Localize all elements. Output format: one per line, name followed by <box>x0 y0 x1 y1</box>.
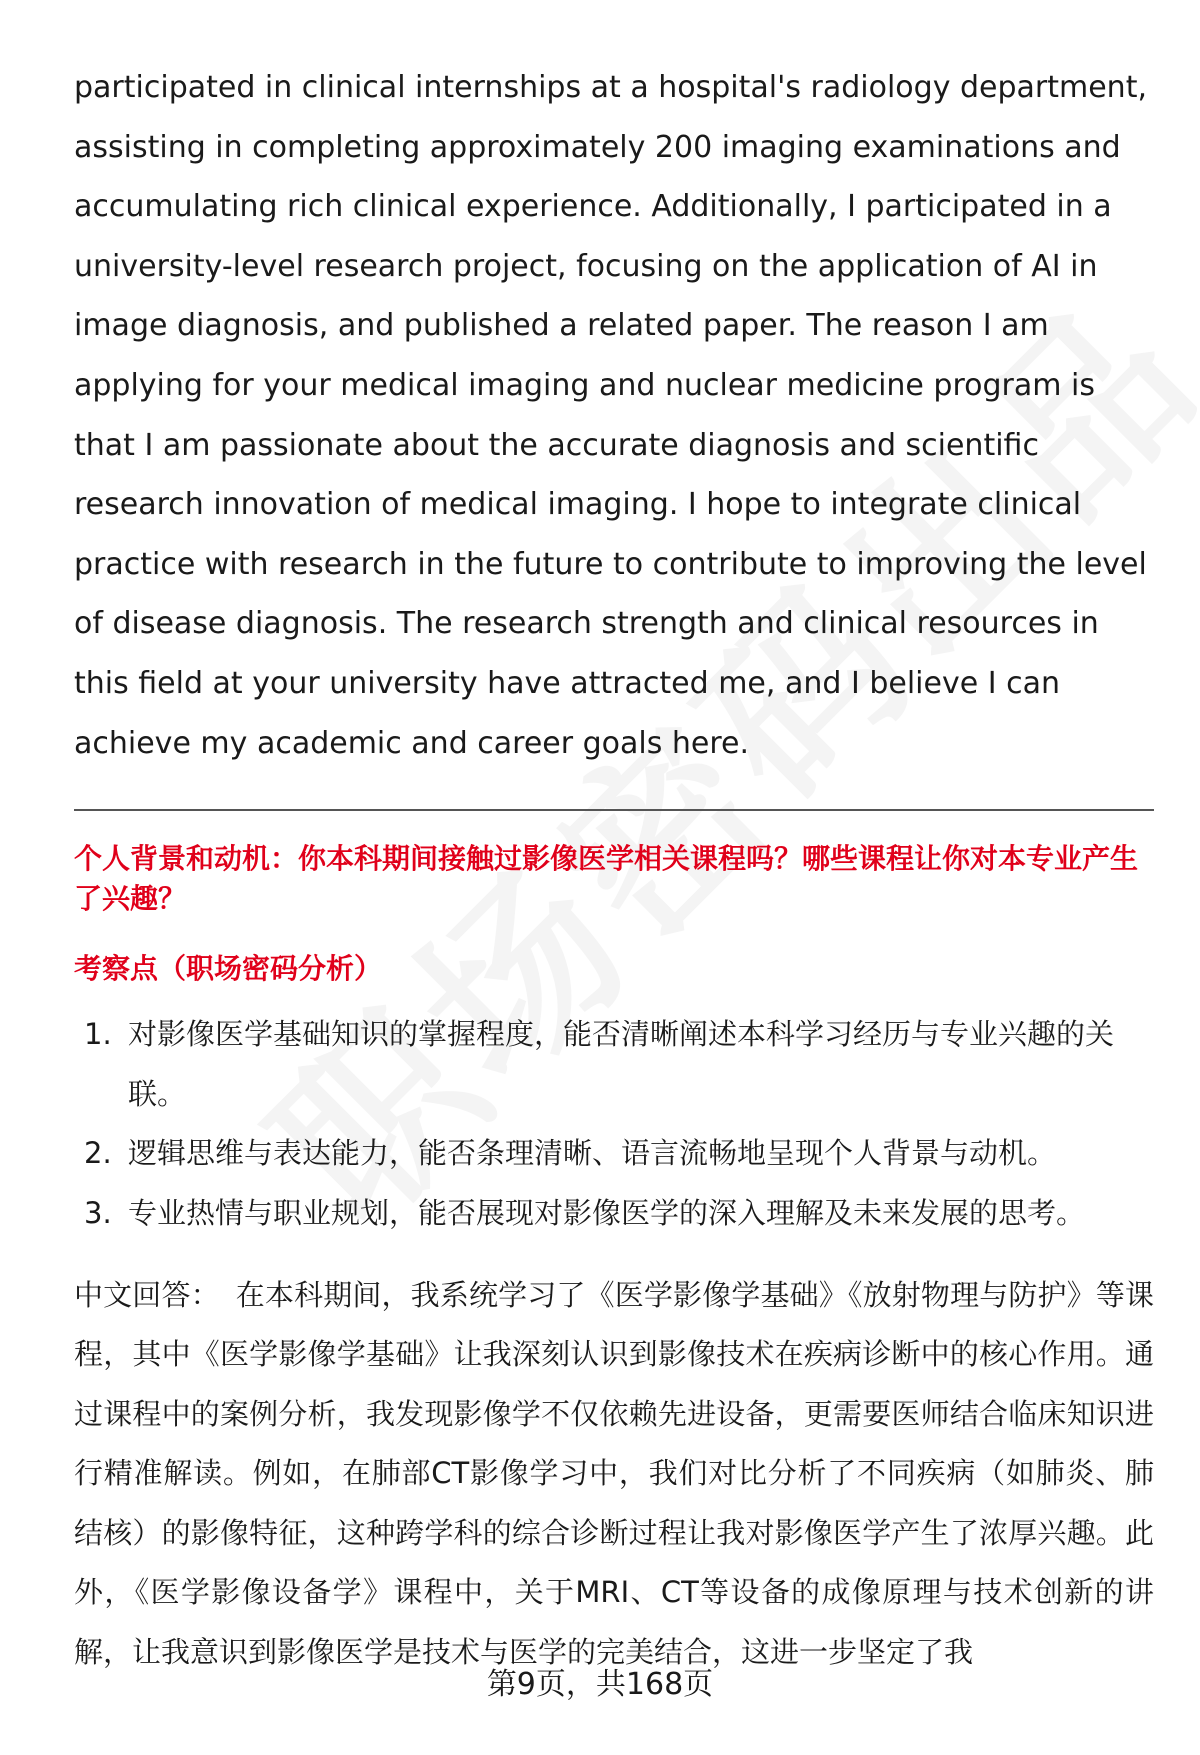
page-number-footer: 第9页，共168页 <box>486 1667 714 1702</box>
list-item <box>74 1124 1154 1184</box>
section-divider <box>74 809 1154 811</box>
list-item-text: 逻辑思维与表达能力，能否条理清晰、语言流畅地呈现个人背景与动机。 <box>128 1136 1057 1171</box>
chinese-answer-paragraph <box>74 1266 1154 1683</box>
list-item <box>74 1184 1154 1244</box>
list-item-text: 对影像医学基础知识的掌握程度，能否清晰阐述本科学习经历与专业兴趣的关联。 <box>128 1017 1115 1111</box>
english-answer-paragraph: participated in clinical internships at a hospital's radiology department, assisting in completing approximately 200 imaging examinations and accumulating rich clinical experience. Additionally, I participated in a university-level research project, focusing on the application of AI in image diagnosis, and published a related paper. The reason I am applying for your medical imaging and nuclear medicine program is that I am passionate about the accurate diagnosis and scientific research innovation of medical imaging. I hope to integrate clinical practice with research in the future to contribute to improving the level of disease diagnosis. The research strength and clinical resources in this field at your university have attracted me, and I believe I can achieve my academic and career goals here. <box>74 70 1147 761</box>
assessment-points-list <box>74 1005 1154 1243</box>
list-item-text: 专业热情与职业规划，能否展现对影像医学的深入理解及未来发展的思考。 <box>128 1195 1086 1230</box>
list-item-number: 1. <box>84 1017 112 1052</box>
interview-question: 个人背景和动机：你本科期间接触过影像医学相关课程吗？哪些课程让你对本专业产生了兴趣？ <box>74 842 1139 916</box>
document-page <box>74 58 1154 1683</box>
list-item <box>74 1005 1154 1124</box>
list-item-number: 3. <box>84 1195 112 1230</box>
list-item-number: 2. <box>84 1136 112 1171</box>
answer-label: 中文回答： <box>74 1277 220 1312</box>
answer-text: 在本科期间，我系统学习了《医学影像学基础》《放射物理与防护》等课程，其中《医学影像学基础》让我深刻认识到影像技术在疾病诊断中的核心作用。通过课程中的案例分析，我发现影像学不仅依赖先进设备，更需要医师结合临床知识进行精准解读。例如，在肺部CT影像学习中，我们对比分析了不同疾病（如肺炎、肺结核）的影像特征，这种跨学科的综合诊断过程让我对影像医学产生了浓厚兴趣。此外，《医学影像设备学》课程中，关于MRI、CT等设备的成像原理与技术创新的讲解，让我意识到影像医学是技术与医学的完美结合，这进一步坚定了我 <box>74 1277 1154 1670</box>
assessment-points-title: 考察点（职场密码分析） <box>74 952 383 986</box>
